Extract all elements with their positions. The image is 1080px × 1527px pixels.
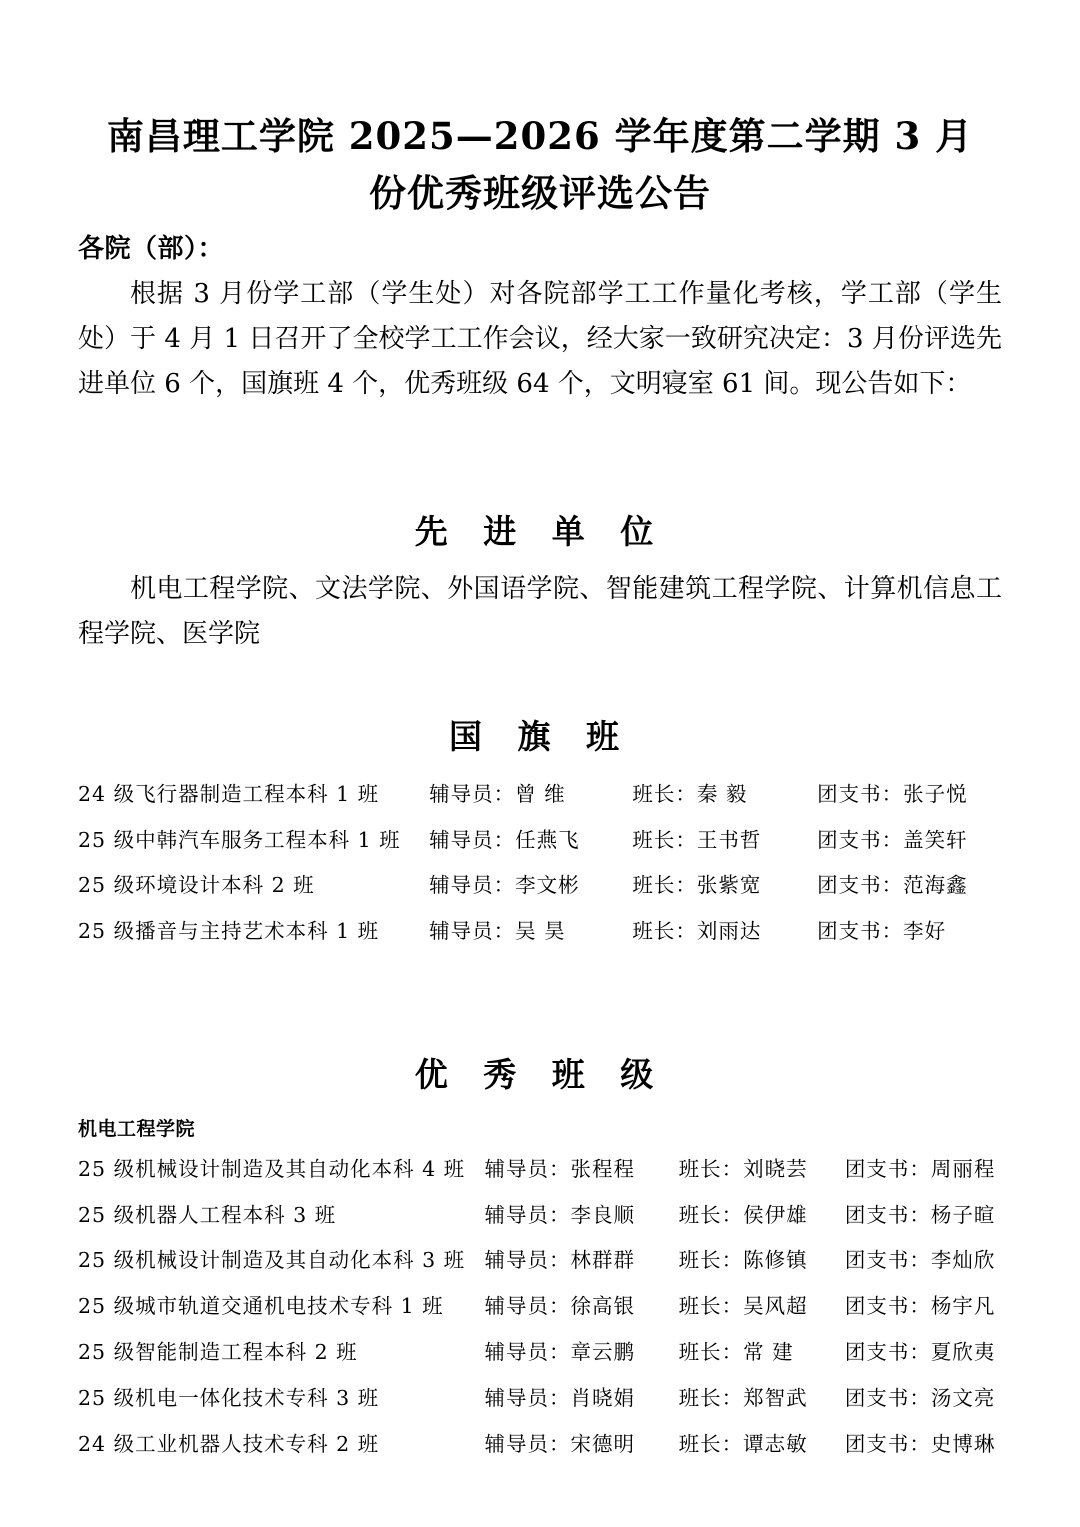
class-advisor: 辅导员：章云鹏 <box>484 1340 636 1364</box>
class-secretary: 团支书：张子悦 <box>817 781 968 806</box>
intro-paragraph: 根据 3 月份学工部（学生处）对各院部学工工作量化考核，学工部（学生处）于 4 月 1 日召开了全校学工工作会议，经大家一致研究决定：3 月份评选先进单位 6 个，国旗班 4 个，优秀班级 64 个，文明寝室 61 间。现公告如下： <box>78 279 1002 399</box>
advanced-units-heading: 先 进 单 位 <box>414 512 666 552</box>
class-name: 25 级中韩汽车服务工程本科 1 班 <box>78 827 401 852</box>
class-name: 25 级城市轨道交通机电技术专科 1 班 <box>78 1294 444 1319</box>
table-row <box>78 1330 1002 1376</box>
class-secretary: 团支书：夏欣夷 <box>844 1340 996 1364</box>
class-advisor: 辅导员：吴 昊 <box>429 919 566 944</box>
table-row <box>78 772 1002 818</box>
class-secretary: 团支书：李灿欣 <box>844 1248 996 1273</box>
class-advisor: 辅导员：曾 维 <box>429 781 566 806</box>
class-advisor: 辅导员：李文彬 <box>429 873 580 898</box>
table-row <box>78 1376 1002 1422</box>
class-monitor: 班长：谭志敏 <box>678 1431 808 1456</box>
page-title: 南昌理工学院 2025—2026 学年度第二学期 3 月份优秀班级评选公告 <box>106 114 974 216</box>
excellent-classes-heading: 优 秀 班 级 <box>414 1054 666 1094</box>
class-advisor: 辅导员：宋德明 <box>484 1431 636 1456</box>
class-advisor: 辅导员：肖晓娟 <box>484 1385 636 1410</box>
class-monitor: 班长：侯伊雄 <box>678 1202 808 1227</box>
class-advisor: 辅导员：林群群 <box>484 1248 636 1273</box>
class-name: 25 级智能制造工程本科 2 班 <box>78 1340 358 1364</box>
class-advisor: 辅导员：张程程 <box>484 1156 636 1181</box>
class-secretary: 团支书：史博琳 <box>844 1431 996 1456</box>
class-secretary: 团支书：盖笑轩 <box>817 827 968 852</box>
class-monitor: 班长：常 建 <box>678 1340 794 1364</box>
class-secretary: 团支书：杨宇凡 <box>844 1294 996 1319</box>
class-secretary: 团支书：汤文亮 <box>844 1385 996 1410</box>
class-name: 25 级机器人工程本科 3 班 <box>78 1202 337 1227</box>
flag-class-table <box>78 772 1002 955</box>
class-monitor: 班长：刘雨达 <box>632 919 762 944</box>
table-row <box>78 1238 1002 1284</box>
table-row <box>78 1147 1002 1193</box>
class-secretary: 团支书：周丽程 <box>844 1156 996 1181</box>
class-monitor: 班长：秦 毅 <box>632 781 748 806</box>
class-monitor: 班长：刘晓芸 <box>678 1156 808 1181</box>
class-name: 25 级播音与主持艺术本科 1 班 <box>78 919 380 944</box>
excellent-classes-table <box>78 1147 1002 1467</box>
table-row <box>78 909 1002 955</box>
class-secretary: 团支书：范海鑫 <box>817 873 968 898</box>
spacer <box>78 955 1002 1001</box>
class-monitor: 班长：陈修镇 <box>678 1248 808 1273</box>
table-row <box>78 863 1002 909</box>
class-secretary: 团支书：杨子暄 <box>844 1202 996 1227</box>
class-monitor: 班长：吴风超 <box>678 1294 808 1319</box>
table-row <box>78 818 1002 864</box>
table-row <box>78 1422 1002 1468</box>
class-advisor: 辅导员：徐高银 <box>484 1294 636 1319</box>
class-name: 25 级机械设计制造及其自动化本科 4 班 <box>78 1156 466 1181</box>
advanced-units-list: 机电工程学院、文法学院、外国语学院、智能建筑工程学院、计算机信息工程学院、医学院 <box>78 574 1002 650</box>
class-monitor: 班长：张紫宽 <box>632 873 762 898</box>
flag-class-heading: 国 旗 班 <box>449 716 631 756</box>
class-monitor: 班长：郑智武 <box>678 1385 808 1410</box>
table-row <box>78 1284 1002 1330</box>
spacer <box>78 406 1002 452</box>
class-name: 24 级工业机器人技术专科 2 班 <box>78 1431 380 1456</box>
salutation: 各院（部）： <box>78 233 225 264</box>
class-advisor: 辅导员：任燕飞 <box>429 827 580 852</box>
class-name: 24 级飞行器制造工程本科 1 班 <box>78 781 380 806</box>
table-row <box>78 1193 1002 1239</box>
class-name: 25 级机械设计制造及其自动化本科 3 班 <box>78 1248 466 1273</box>
class-secretary: 团支书：李好 <box>817 919 947 944</box>
class-monitor: 班长：王书哲 <box>632 827 762 852</box>
class-name: 25 级环境设计本科 2 班 <box>78 873 315 898</box>
college-name: 机电工程学院 <box>78 1117 196 1140</box>
class-name: 25 级机电一体化技术专科 3 班 <box>78 1385 380 1410</box>
class-advisor: 辅导员：李良顺 <box>484 1202 636 1227</box>
